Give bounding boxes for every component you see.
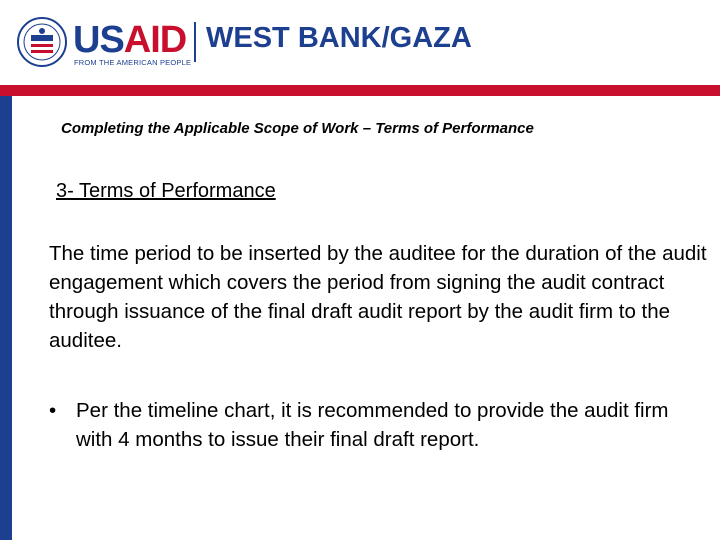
region-title: WEST BANK/GAZA [206,22,472,54]
header-red-bar [0,85,720,96]
logo-tagline: FROM THE AMERICAN PEOPLE [74,58,192,67]
body-paragraph: The time period to be inserted by the auditee for the duration of the audit engagement which covers the period from signing the audit contract through issuance of the final draft audit report by the audit firm to the auditee. [49,242,707,352]
usaid-seal-icon [17,17,67,67]
logo-divider [194,22,196,62]
usaid-logo-text [73,21,186,59]
logo-aid: AID [123,19,187,61]
header [0,0,720,85]
left-blue-bar [0,96,12,540]
section-heading: 3- Terms of Performance [56,180,276,202]
logo-us: US [73,19,124,61]
bullet-marker: • [49,399,57,422]
slide-subtitle: Completing the Applicable Scope of Work – Terms of Performance [61,120,534,137]
bullet-text: Per the timeline chart, it is recommended to provide the audit firm with 4 months to issue their final draft report. [76,399,669,451]
